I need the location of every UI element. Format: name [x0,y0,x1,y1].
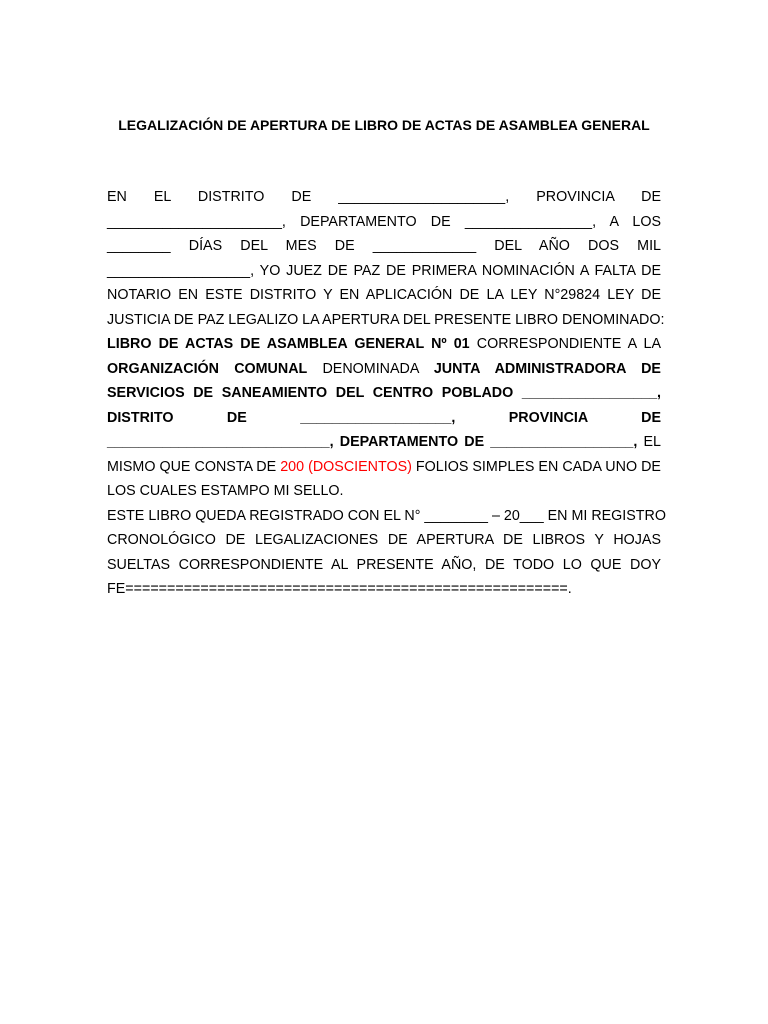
body-line-13: LOS CUALES ESTAMPO MI SELLO. [107,483,344,499]
body-line-1: EN EL DISTRITO DE _____________________, PROVINCIA DE [107,189,661,205]
body-line-6: JUSTICIA DE PAZ LEGALIZO LA APERTURA DEL PRESENTE LIBRO DENOMINADO: [107,311,665,328]
body-line-16: SUELTAS CORRESPONDIENTE AL PRESENTE AÑO, DE TODO LO QUE DOY [107,556,661,573]
body-line-12-post: FOLIOS SIMPLES EN CADA UNO DE [415,458,661,475]
department-bold: ____________________________, DEPARTAMENTO DE __________________, [107,434,638,450]
body-line-5: NOTARIO EN ESTE DISTRITO Y EN APLICACIÓN DE LA LEY N°29824 LEY DE [107,287,661,303]
body-line-3: ________ DÍAS DEL MES DE _____________ DEL AÑO DOS MIL [107,238,661,254]
junta-bold: JUNTA ADMINISTRADORA DE [433,360,661,377]
body-line-11-rest: EL [643,434,661,450]
body-line-12 [107,455,661,480]
body-line-2: ______________________, DEPARTAMENTO DE ________________, A LOS [107,213,661,230]
body-line-8-mid: DENOMINADA [322,360,419,377]
body-line-14: ESTE LIBRO QUEDA REGISTRADO CON EL N° ________ – 20___ EN MI REGISTRO [107,507,666,524]
body-line-9: SERVICIOS DE SANEAMIENTO DEL CENTRO POBLADO _________________, [107,385,661,401]
body-line-11 [107,430,661,455]
body-line-15: CRONOLÓGICO DE LEGALIZACIONES DE APERTURA DE LIBROS Y HOJAS [107,532,661,548]
book-name-bold: LIBRO DE ACTAS DE ASAMBLEA GENERAL Nº 01 [107,336,470,352]
document-title: LEGALIZACIÓN DE APERTURA DE LIBRO DE ACTAS DE ASAMBLEA GENERAL [118,117,650,133]
body-line-10: DISTRITO DE ___________________, PROVINCIA DE [107,409,661,426]
body-line-7 [107,332,661,357]
body-line-17: FE=====================================================. [107,581,572,597]
body-line-4: __________________, YO JUEZ DE PAZ DE PRIMERA NOMINACIÓN A FALTA DE [107,262,661,279]
body-line-7-rest: CORRESPONDIENTE A LA [476,336,661,352]
body-line-8 [107,357,661,382]
document-body [107,185,666,602]
folio-count-highlight: 200 (DOSCIENTOS) [280,458,412,475]
organization-bold: ORGANIZACIÓN COMUNAL [107,360,308,377]
body-line-12-pre: MISMO QUE CONSTA DE [107,458,277,475]
